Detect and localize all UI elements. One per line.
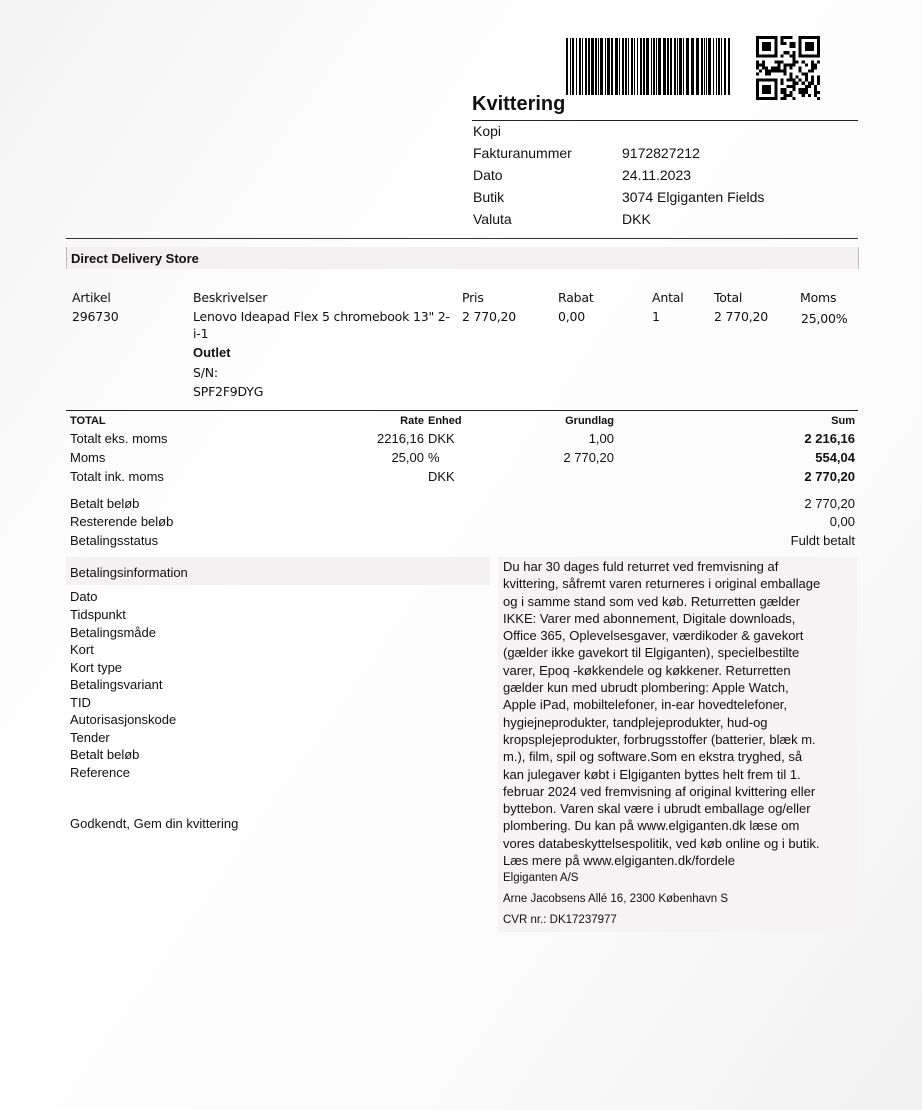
policy-line: kropsplejeprodukter, forbrugsstoffer (batterier, blæk m. (503, 731, 816, 747)
totals-row-rate: 25,00 (391, 450, 424, 465)
item-sn-value: SPF2F9DYG (193, 384, 264, 399)
col-header-price: Pris (462, 290, 484, 305)
currency-value: DKK (622, 211, 651, 227)
payment-status-value: Fuldt betalt (790, 533, 855, 548)
totals-row-label: Totalt ink. moms (70, 469, 164, 484)
totals-row-label: Moms (70, 450, 106, 465)
policy-line: byttebon. Varen skal være i ubrudt emballage og/eller (503, 801, 811, 817)
paid-amount-value: 2 770,20 (804, 496, 855, 511)
store-value: 3074 Elgiganten Fields (622, 189, 765, 205)
totals-row-unit: DKK (428, 431, 455, 446)
item-price: 2 770,20 (462, 309, 517, 324)
policy-line: m.), film, spil og software.Som en ekstra tryghed, så (503, 749, 803, 765)
policy-line: kan julegaver købt i Elgiganten byttes helt frem til 1. (503, 766, 801, 782)
totals-row-unit: DKK (428, 469, 455, 484)
policy-line: og i samme stand som ved køb. Returretten gælder (503, 593, 800, 609)
policy-line: gælder kun med ubrudt plombering: Apple Watch, (503, 680, 789, 696)
meta-label-copy: Kopi (473, 123, 502, 139)
col-header-article: Artikel (72, 290, 111, 305)
payment-field: Autorisasjonskode (70, 712, 177, 727)
item-discount: 0,00 (558, 309, 586, 324)
paid-amount-label: Betalt beløb (70, 496, 140, 511)
item-vat: 25,00% (801, 311, 848, 326)
remaining-amount-value: 0,00 (829, 514, 855, 529)
totals-row-sum: 554,04 (815, 450, 855, 465)
item-tag-outlet: Outlet (193, 345, 231, 360)
totals-row-sum: 2 770,20 (804, 469, 855, 484)
payment-field: Betalingsvariant (70, 677, 163, 692)
payment-status-label: Betalingsstatus (70, 533, 159, 548)
payment-info-title: Betalingsinformation (70, 565, 188, 580)
payment-field: Kort type (70, 660, 123, 675)
approval-note: Godkendt, Gem din kvittering (70, 816, 239, 831)
col-header-vat: Moms (800, 290, 837, 305)
totals-row-rate: 2216,16 (377, 431, 424, 446)
totals-divider (66, 410, 858, 411)
payment-field: Reference (70, 765, 130, 780)
payment-field: Betalingsmåde (70, 625, 156, 640)
totals-row-basis: 2 770,20 (563, 450, 614, 465)
policy-line: IKKE: Varer med abonnement, Digitale downloads, (503, 610, 796, 626)
title-divider (472, 120, 858, 121)
item-article: 296730 (72, 309, 119, 324)
meta-label-invoice: Fakturanummer (473, 145, 572, 161)
policy-line: Du har 30 dages fuld returret ved fremvisning af (503, 559, 779, 574)
item-description-line2: i-1 (193, 326, 209, 341)
payment-field: Tender (70, 730, 110, 745)
item-description-line1: Lenovo Ideapad Flex 5 chromebook 13" 2- (193, 309, 450, 324)
totals-row-sum: 2 216,16 (804, 431, 855, 446)
payment-field: Dato (70, 589, 98, 604)
item-total: 2 770,20 (714, 309, 769, 324)
company-address: Arne Jacobsens Allé 16, 2300 København S (503, 893, 729, 905)
policy-line: hygiejneprodukter, tandplejeprodukter, hud-og (503, 714, 768, 730)
totals-header-unit: Enhed (428, 415, 462, 427)
col-header-discount: Rabat (558, 290, 594, 305)
company-name: Elgiganten A/S (503, 872, 579, 884)
payment-field: Tidspunkt (70, 607, 126, 622)
meta-label-currency: Valuta (473, 211, 512, 227)
policy-line: Office 365, Oplevelsesgaver, værdikoder & gavekort (503, 628, 804, 644)
store-name: Direct Delivery Store (71, 251, 199, 266)
policy-line: vores databeskyttelsespolitik, ved køb online og i butik. (503, 835, 820, 851)
totals-header-sum: Sum (831, 415, 855, 427)
payment-field: Betalt beløb (70, 747, 140, 762)
barcode-icon (566, 38, 731, 95)
item-quantity: 1 (652, 309, 660, 324)
policy-line: kvittering, såfremt varen returneres i original emballage (503, 576, 821, 592)
policy-line: Læs mere på www.elgiganten.dk/fordele (503, 853, 735, 869)
return-policy-text (503, 558, 855, 869)
col-header-quantity: Antal (652, 290, 684, 305)
policy-line: februar 2024 ved fremvisning af original kvittering eller (503, 783, 816, 799)
policy-line: varer, Epoq -køkkendele og køkkener. Returretten (503, 662, 791, 678)
meta-label-store: Butik (473, 189, 505, 205)
totals-row-label: Totalt eks. moms (70, 431, 168, 446)
payment-field: TID (70, 695, 91, 710)
totals-header-rate: Rate (400, 415, 424, 427)
totals-row-unit: % (428, 450, 440, 465)
company-cvr: CVR nr.: DK17237977 (503, 914, 617, 926)
totals-row-basis: 1,00 (588, 431, 614, 446)
col-header-total: Total (714, 290, 743, 305)
totals-header-total: TOTAL (70, 415, 106, 427)
policy-line: plombering. Du kan på www.elgiganten.dk læse om (503, 818, 800, 834)
policy-line: (gælder ikke gavekort til Elgiganten), specielbestilte (503, 645, 800, 661)
col-header-description: Beskrivelser (193, 290, 268, 305)
policy-line: Apple iPad, mobiltelefoner, in-ear hovedtelefoner, (503, 697, 788, 713)
qr-code-icon (754, 36, 822, 100)
receipt-title: Kvittering (472, 93, 566, 115)
payment-field: Kort (70, 642, 94, 657)
header-divider (66, 238, 858, 239)
totals-header-basis: Grundlag (565, 415, 614, 427)
invoice-date: 24.11.2023 (622, 167, 692, 183)
item-sn-label: S/N: (193, 365, 218, 380)
remaining-amount-label: Resterende beløb (70, 514, 174, 529)
invoice-number: 9172827212 (622, 145, 700, 161)
meta-label-date: Dato (473, 167, 503, 183)
